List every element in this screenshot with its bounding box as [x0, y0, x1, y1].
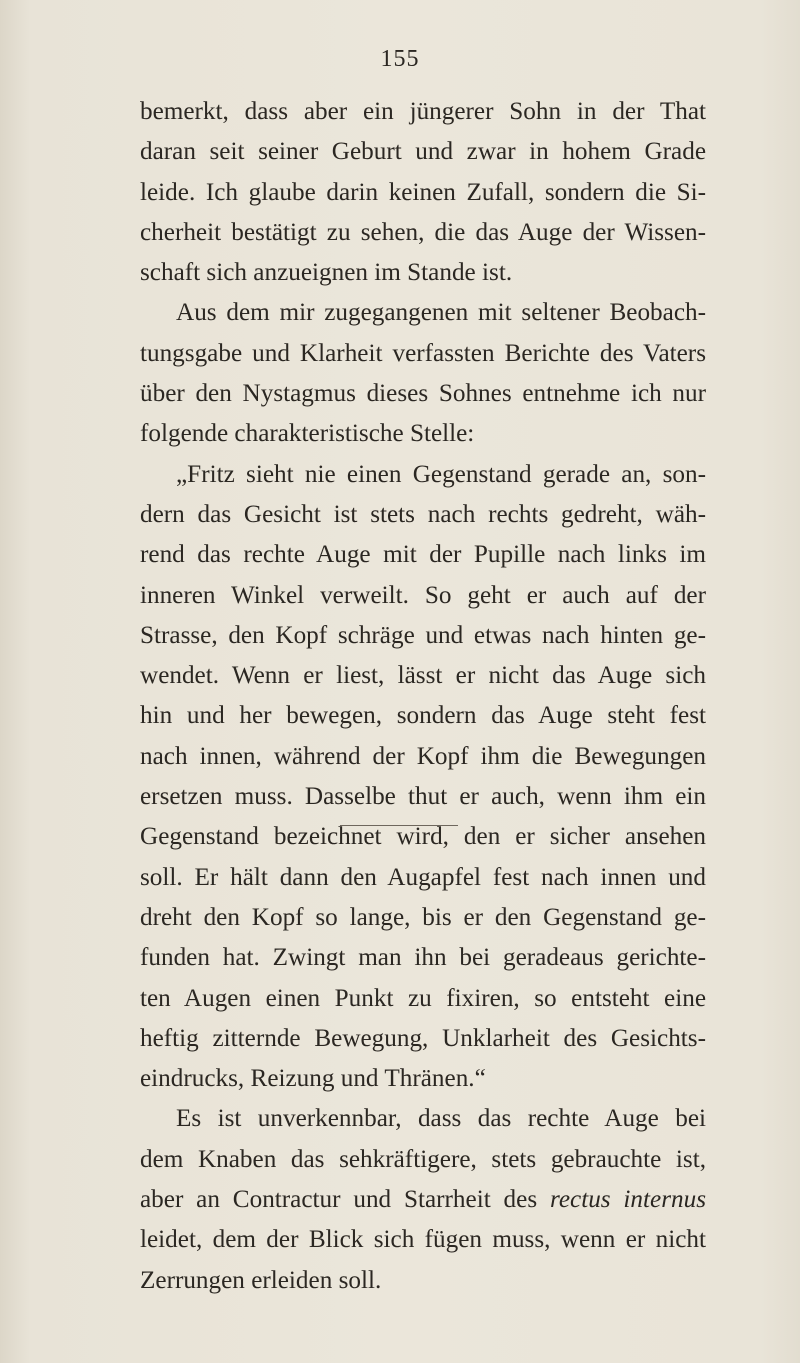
text-line: inneren Winkel verweilt. So geht er auch auf der: [140, 581, 706, 609]
body-text: [140, 92, 706, 1301]
text-line: dern das Gesicht ist stets nach rechts gedreht, wäh-: [140, 500, 706, 528]
text-line: cherheit bestätigt zu sehen, die das Auge der Wissen-: [140, 218, 706, 246]
text-line: rend das rechte Auge mit der Pupille nach links im: [140, 541, 706, 569]
text-line: bemerkt, dass aber ein jüngerer Sohn in der That: [140, 98, 706, 125]
text-line: leide. Ich glaube darin keinen Zufall, sondern die Si-: [140, 178, 706, 206]
text-line: hin und her bewegen, sondern das Auge steht fest: [140, 702, 706, 730]
text-line: „Fritz sieht nie einen Gegenstand gerade an, son-: [176, 460, 706, 488]
text-line: schaft sich anzueignen im Stande ist.: [140, 259, 513, 287]
text-line-with-term: [140, 1180, 706, 1220]
text-line: Aus dem mir zugegangenen mit seltener Beobach-: [176, 299, 706, 327]
text-line: Gegenstand bezeichnet wird, den er sicher ansehen: [140, 823, 706, 851]
text-line: dem Knaben das sehkräftigere, stets gebrauchte ist,: [140, 1145, 706, 1173]
text-line: wendet. Wenn er liest, lässt er nicht das Auge sich: [140, 662, 706, 690]
text-line: eindrucks, Reizung und Thränen.“: [140, 1065, 486, 1093]
text-line: über den Nystagmus dieses Sohnes entnehme ich nur: [140, 380, 706, 408]
text-line: Zerrungen erleiden soll.: [140, 1266, 382, 1294]
text-line: Strasse, den Kopf schräge und etwas nach hinten ge-: [140, 621, 706, 649]
text-line: Es ist unverkennbar, dass das rechte Auge bei: [176, 1105, 706, 1133]
footer-rule: [340, 825, 458, 826]
italic-term: rectus internus: [549, 1186, 706, 1214]
text-line: nach innen, während der Kopf ihm die Bewegungen: [140, 742, 706, 770]
text-line: tungsgabe und Klarheit verfassten Berichte des Vaters: [140, 339, 706, 367]
text-line: daran seit seiner Geburt und zwar in hohem Grade: [140, 138, 706, 166]
text-line: soll. Er hält dann den Augapfel fest nach innen und: [140, 863, 706, 891]
text-line: leidet, dem der Blick sich fügen muss, wenn er nicht: [140, 1226, 706, 1254]
text-segment: aber an Contractur und Starrheit des: [140, 1186, 550, 1214]
text-line: dreht den Kopf so lange, bis er den Gegenstand ge-: [140, 903, 706, 931]
text-line: ersetzen muss. Dasselbe thut er auch, wenn ihm ein: [140, 783, 706, 811]
text-line: funden hat. Zwingt man ihn bei geradeaus gerichte-: [140, 944, 706, 972]
text-line: folgende charakteristische Stelle:: [140, 420, 475, 448]
page-number: 155: [380, 46, 420, 72]
text-line: ten Augen einen Punkt zu fixiren, so entsteht eine: [140, 984, 706, 1012]
text-line: heftig zitternde Bewegung, Unklarheit des Gesichts-: [140, 1024, 706, 1052]
